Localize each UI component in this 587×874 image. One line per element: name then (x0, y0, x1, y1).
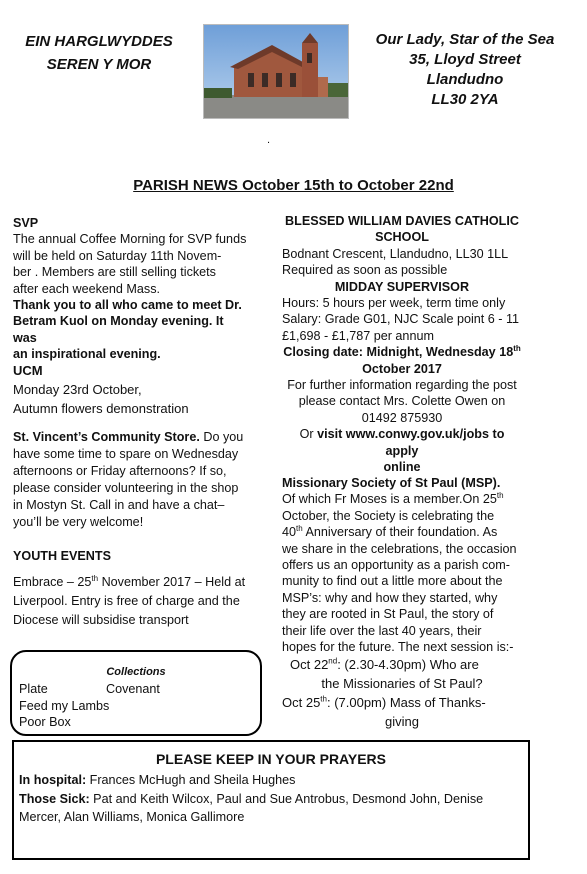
address-line: LL30 2YA (431, 91, 499, 108)
prayers-sick: Mercer, Alan Williams, Monica Gallimore (19, 810, 245, 824)
job-apply (282, 426, 522, 459)
church-image (204, 25, 348, 118)
job-required: Required as soon as possible (282, 263, 448, 278)
apply-link[interactable]: visit www.conwy.gov.uk/jobs to apply (317, 427, 505, 458)
job-phone: 01492 875930 (361, 410, 443, 425)
svp-thanks: Betram Kuol on Monday evening. It was (13, 314, 224, 345)
msp-text: hopes for the future. The next session is:- (282, 640, 514, 655)
svp-thanks: an inspirational evening. (13, 347, 161, 362)
sick-names: Pat and Keith Wilcox, Paul and Sue Antrobus, Desmond John, Denise (89, 791, 484, 806)
ucm-heading: UCM (13, 363, 43, 378)
store-name: St. Vincent’s Community Store. (13, 430, 200, 444)
msp-section (282, 475, 522, 731)
closing-text-run: Closing date: Midnight, Wednesday 18 (283, 345, 514, 360)
youth-text-run: November 2017 – Held at (98, 575, 246, 590)
job-info: please contact Mrs. Colette Owen on (298, 394, 506, 409)
msp-text (282, 524, 522, 540)
job-apply: online (383, 460, 421, 475)
ucm-text: Monday 23rd October, (13, 382, 142, 397)
collection-plate: Plate (19, 682, 48, 696)
youth-text: Diocese will subsidise transport (13, 613, 189, 628)
session-text-run: Oct 22 (290, 657, 329, 673)
job-salary: Salary: Grade G01, NJC Scale point 6 - 11 (282, 312, 520, 327)
job-hours: Hours: 5 hours per week, term time only (282, 296, 506, 311)
msp-text: MSP’s: why and how they started, why (282, 590, 498, 605)
svp-section (13, 215, 248, 363)
msp-session: giving (385, 714, 419, 730)
superscript: th (91, 574, 99, 584)
msp-text: offers us an opportunity as a parish com- (282, 558, 510, 573)
job-closing-date: October 2017 (362, 361, 442, 376)
superscript: th (296, 524, 303, 534)
ucm-section (13, 361, 248, 418)
svp-text: after each weekend Mass. (13, 281, 161, 296)
job-role: MIDDAY SUPERVISOR (334, 279, 470, 294)
welsh-name-line: SEREN Y MOR (46, 56, 152, 73)
apply-text-run: Or (299, 427, 318, 442)
collection-feed-my-lambs: Feed my Lambs (19, 699, 110, 713)
collection-poor-box: Poor Box (19, 715, 71, 729)
community-store-section (13, 429, 248, 531)
msp-text-run: Anniversary of their foundation. As (302, 525, 498, 540)
superscript: th (496, 491, 504, 501)
collections-title: Collections (106, 666, 166, 678)
session-text-run: : (7.00pm) Mass of Thanks- (326, 695, 486, 711)
store-text (13, 429, 248, 446)
session-text-run: Oct 25 (282, 695, 321, 711)
store-text-run: Do you (199, 430, 244, 444)
msp-session (282, 655, 522, 674)
msp-text (282, 491, 522, 507)
collection-covenant: Covenant (106, 682, 160, 696)
superscript: th (320, 695, 327, 705)
svp-text: ber . Members are still selling tickets (13, 265, 216, 280)
address-line: Llandudno (426, 71, 504, 88)
youth-text: Liverpool. Entry is free of charge and the (13, 594, 240, 609)
msp-text-run: 40 (282, 525, 297, 540)
prayers-hospital (19, 771, 524, 790)
separator-dot: . (267, 134, 271, 146)
church-photo (203, 24, 349, 119)
sick-label: Those Sick: (19, 791, 90, 806)
parish-address (370, 30, 560, 110)
superscript: nd (328, 657, 338, 667)
collections-box (10, 650, 262, 736)
msp-heading: Missionary Society of St Paul (MSP). (282, 476, 501, 490)
address-line: Our Lady, Star of the Sea (375, 31, 555, 48)
page-title: PARISH NEWS October 15th to October 22nd (133, 177, 454, 194)
youth-text-run: Embrace – 25 (13, 575, 92, 590)
svp-text: will be held on Saturday 11th Novem- (13, 248, 222, 263)
school-name: BLESSED WILLIAM DAVIES CATHOLIC (285, 214, 519, 228)
msp-text: we share in the celebrations, the occasion (282, 541, 517, 556)
parish-welsh-name (14, 30, 184, 76)
job-pay: £1,698 - £1,787 per annum (282, 328, 434, 343)
store-text: have some time to spare on Wednesday (13, 447, 239, 461)
msp-text: their life over the last 40 years, their (282, 623, 482, 638)
msp-text-run: Of which Fr Moses is a member.On 25 (282, 492, 497, 507)
msp-session: the Missionaries of St Paul? (321, 676, 483, 692)
hospital-label: In hospital: (19, 773, 87, 787)
store-text: you’ll be very welcome! (13, 515, 144, 529)
prayers-sick (19, 790, 524, 809)
superscript: th (513, 344, 521, 354)
hospital-names: Frances McHugh and Sheila Hughes (86, 773, 296, 787)
prayers-box (12, 740, 530, 860)
msp-text: munity to find out a little more about the (282, 574, 503, 589)
msp-session (282, 693, 522, 712)
youth-text (13, 573, 248, 592)
store-text: please consider volunteering in the shop (13, 481, 239, 495)
svp-thanks: Thank you to all who came to meet Dr. (13, 298, 242, 313)
svp-text: The annual Coffee Morning for SVP funds (13, 232, 247, 247)
welsh-name-line: EIN HARGLWYDDES (25, 33, 173, 50)
school-address: Bodnant Crescent, Llandudno, LL30 1LL (282, 246, 509, 261)
store-text: afternoons or Friday afternoons? If so, (13, 464, 227, 478)
school-name: SCHOOL (375, 230, 429, 245)
session-text-run: : (2.30-4.30pm) Who are (337, 657, 479, 673)
youth-heading: YOUTH EVENTS (13, 549, 111, 563)
store-text: in Mostyn St. Call in and have a chat– (13, 498, 225, 512)
svp-heading: SVP (13, 216, 39, 230)
job-closing-date (282, 344, 522, 360)
msp-text: they are rooted in St Paul, the story of (282, 607, 494, 622)
msp-text: October, the Society is celebrating the (282, 508, 495, 523)
youth-events-section (13, 548, 248, 630)
school-job-section (282, 213, 522, 476)
ucm-text: Autumn flowers demonstration (13, 401, 189, 416)
address-line: 35, Lloyd Street (409, 51, 521, 68)
prayers-title: PLEASE KEEP IN YOUR PRAYERS (155, 751, 387, 767)
job-info: For further information regarding the post (287, 378, 517, 393)
prayers-body (19, 771, 524, 827)
